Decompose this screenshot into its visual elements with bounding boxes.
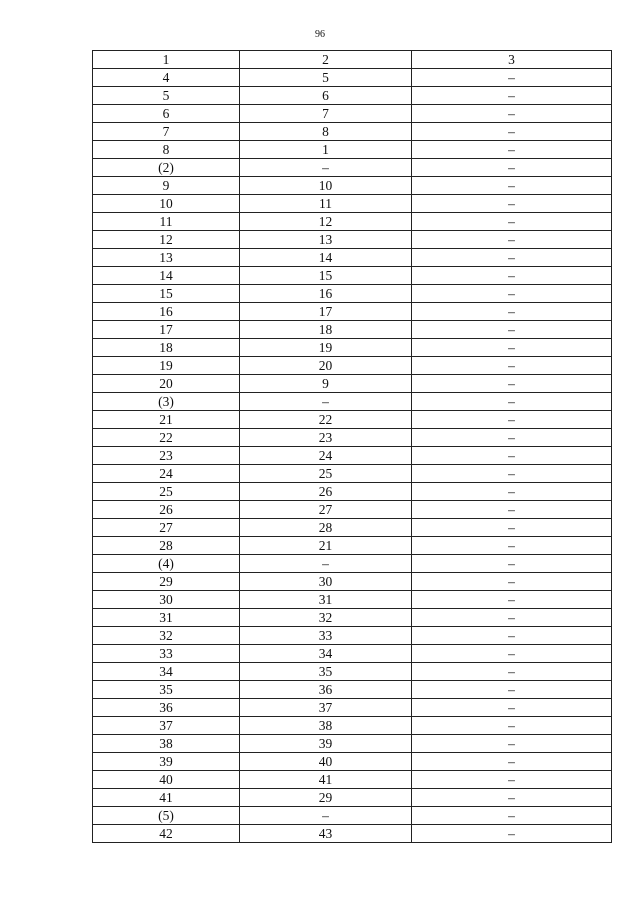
table-cell-col-1: 39: [93, 753, 240, 771]
table-cell-col-3: –: [412, 267, 612, 285]
table-cell-col-1: 12: [93, 231, 240, 249]
table-cell-col-3: –: [412, 249, 612, 267]
table-cell-col-2: 41: [240, 771, 412, 789]
table-cell-col-1: 15: [93, 285, 240, 303]
table-cell-col-1: 26: [93, 501, 240, 519]
table-row: [93, 483, 612, 501]
table-cell-col-2: 32: [240, 609, 412, 627]
table-row: [93, 447, 612, 465]
table-cell-col-1: 9: [93, 177, 240, 195]
table-cell-col-1: 18: [93, 339, 240, 357]
table-cell-col-3: –: [412, 393, 612, 411]
table-cell-col-2: 12: [240, 213, 412, 231]
table-cell-col-2: 21: [240, 537, 412, 555]
table-row: [93, 771, 612, 789]
table-row: [93, 393, 612, 411]
table-cell-col-1: 31: [93, 609, 240, 627]
table-row: [93, 609, 612, 627]
table-row: [93, 645, 612, 663]
table-row: [93, 69, 612, 87]
table-cell-col-3: –: [412, 483, 612, 501]
table-cell-col-3: –: [412, 177, 612, 195]
table-cell-col-3: –: [412, 591, 612, 609]
table-cell-col-3: –: [412, 123, 612, 141]
table-cell-col-1: 5: [93, 87, 240, 105]
table-cell-col-2: 7: [240, 105, 412, 123]
table-cell-col-1: 13: [93, 249, 240, 267]
table-cell-col-3: –: [412, 609, 612, 627]
table-row: [93, 285, 612, 303]
table-cell-col-1: 4: [93, 69, 240, 87]
table-cell-col-2: 10: [240, 177, 412, 195]
table-row: [93, 141, 612, 159]
table-cell-col-3: –: [412, 753, 612, 771]
table-cell-col-3: –: [412, 159, 612, 177]
table-cell-col-2: 33: [240, 627, 412, 645]
table-row: [93, 339, 612, 357]
column-header-1: 1: [93, 51, 240, 69]
table-row: [93, 627, 612, 645]
table-row: [93, 123, 612, 141]
table-cell-col-1: 25: [93, 483, 240, 501]
table-cell-col-1: 36: [93, 699, 240, 717]
table-cell-col-3: –: [412, 681, 612, 699]
table-cell-col-1: 16: [93, 303, 240, 321]
table-cell-col-2: 1: [240, 141, 412, 159]
table-cell-col-1: 27: [93, 519, 240, 537]
table-cell-col-2: 17: [240, 303, 412, 321]
data-table: [92, 50, 612, 843]
table-row: [93, 231, 612, 249]
table-cell-col-1: 38: [93, 735, 240, 753]
table-row: [93, 501, 612, 519]
table-cell-col-1: (3): [93, 393, 240, 411]
table-row: [93, 717, 612, 735]
table-cell-col-3: –: [412, 519, 612, 537]
table-cell-col-2: 15: [240, 267, 412, 285]
table-cell-col-2: 28: [240, 519, 412, 537]
table-cell-col-3: –: [412, 699, 612, 717]
table-cell-col-2: 36: [240, 681, 412, 699]
table-cell-col-3: –: [412, 825, 612, 843]
table-cell-col-1: 30: [93, 591, 240, 609]
table-row: [93, 375, 612, 393]
table-cell-col-2: 29: [240, 789, 412, 807]
table-cell-col-2: –: [240, 393, 412, 411]
table-cell-col-1: 10: [93, 195, 240, 213]
table-row: [93, 591, 612, 609]
table-cell-col-2: 37: [240, 699, 412, 717]
table-cell-col-1: 21: [93, 411, 240, 429]
table-cell-col-3: –: [412, 195, 612, 213]
table-cell-col-2: 6: [240, 87, 412, 105]
table-cell-col-2: 5: [240, 69, 412, 87]
table-cell-col-3: –: [412, 213, 612, 231]
table-cell-col-2: 24: [240, 447, 412, 465]
table-row: [93, 735, 612, 753]
table-row: [93, 519, 612, 537]
table-cell-col-2: 22: [240, 411, 412, 429]
table-cell-col-2: 39: [240, 735, 412, 753]
table-cell-col-2: 34: [240, 645, 412, 663]
table-row: [93, 195, 612, 213]
table-cell-col-3: –: [412, 141, 612, 159]
table-cell-col-2: 19: [240, 339, 412, 357]
table-cell-col-1: 14: [93, 267, 240, 285]
table-cell-col-1: 22: [93, 429, 240, 447]
table-cell-col-3: –: [412, 627, 612, 645]
table-cell-col-1: 35: [93, 681, 240, 699]
table-row: [93, 465, 612, 483]
table-cell-col-3: –: [412, 447, 612, 465]
table-cell-col-1: 8: [93, 141, 240, 159]
table-row: [93, 573, 612, 591]
table-cell-col-2: 23: [240, 429, 412, 447]
table-cell-col-1: (4): [93, 555, 240, 573]
table-cell-col-3: –: [412, 303, 612, 321]
table-cell-col-3: –: [412, 429, 612, 447]
table-row: [93, 753, 612, 771]
table-cell-col-3: –: [412, 501, 612, 519]
table-cell-col-3: –: [412, 573, 612, 591]
table-cell-col-2: 31: [240, 591, 412, 609]
table-cell-col-2: 43: [240, 825, 412, 843]
table-cell-col-1: 40: [93, 771, 240, 789]
table-cell-col-3: –: [412, 357, 612, 375]
table-cell-col-3: –: [412, 555, 612, 573]
table-row: [93, 555, 612, 573]
table-cell-col-2: 30: [240, 573, 412, 591]
table-cell-col-2: –: [240, 807, 412, 825]
table-cell-col-3: –: [412, 537, 612, 555]
table-cell-col-3: –: [412, 411, 612, 429]
table-cell-col-2: 38: [240, 717, 412, 735]
table-cell-col-2: 9: [240, 375, 412, 393]
table-cell-col-2: 40: [240, 753, 412, 771]
column-header-3: 3: [412, 51, 612, 69]
table-cell-col-1: 37: [93, 717, 240, 735]
table-row: [93, 303, 612, 321]
table-cell-col-1: 42: [93, 825, 240, 843]
table-cell-col-1: 41: [93, 789, 240, 807]
table-cell-col-1: 34: [93, 663, 240, 681]
table-cell-col-2: 27: [240, 501, 412, 519]
table-row: [93, 249, 612, 267]
table-cell-col-3: –: [412, 87, 612, 105]
table-cell-col-1: 32: [93, 627, 240, 645]
table-cell-col-3: –: [412, 663, 612, 681]
table-cell-col-3: –: [412, 717, 612, 735]
table-cell-col-3: –: [412, 375, 612, 393]
table-row: [93, 663, 612, 681]
table-cell-col-2: 11: [240, 195, 412, 213]
table-cell-col-2: 13: [240, 231, 412, 249]
table-row: [93, 411, 612, 429]
table-cell-col-2: 20: [240, 357, 412, 375]
table-cell-col-1: 29: [93, 573, 240, 591]
table-row: [93, 681, 612, 699]
column-header-2: 2: [240, 51, 412, 69]
table-cell-col-1: 23: [93, 447, 240, 465]
table-row: [93, 789, 612, 807]
table-cell-col-1: (5): [93, 807, 240, 825]
table-cell-col-1: 11: [93, 213, 240, 231]
table-cell-col-1: 33: [93, 645, 240, 663]
table-row: [93, 159, 612, 177]
table-cell-col-3: –: [412, 321, 612, 339]
table-row: [93, 699, 612, 717]
table-cell-col-1: 19: [93, 357, 240, 375]
table-row: [93, 429, 612, 447]
table-cell-col-3: –: [412, 735, 612, 753]
table-cell-col-1: 24: [93, 465, 240, 483]
table-cell-col-1: 28: [93, 537, 240, 555]
table-cell-col-3: –: [412, 789, 612, 807]
table-cell-col-2: 25: [240, 465, 412, 483]
table-row: [93, 267, 612, 285]
table-header-row: [93, 51, 612, 69]
table-cell-col-1: 6: [93, 105, 240, 123]
table-cell-col-3: –: [412, 807, 612, 825]
table-cell-col-1: 20: [93, 375, 240, 393]
table-cell-col-3: –: [412, 231, 612, 249]
table-row: [93, 177, 612, 195]
table-cell-col-3: –: [412, 465, 612, 483]
table-cell-col-2: –: [240, 555, 412, 573]
table-row: [93, 87, 612, 105]
table-row: [93, 321, 612, 339]
table-cell-col-1: 7: [93, 123, 240, 141]
table-cell-col-3: –: [412, 69, 612, 87]
page-number: 96: [315, 29, 325, 40]
table-cell-col-3: –: [412, 105, 612, 123]
table-cell-col-2: –: [240, 159, 412, 177]
table-row: [93, 825, 612, 843]
table-cell-col-3: –: [412, 339, 612, 357]
table-row: [93, 537, 612, 555]
table-cell-col-2: 18: [240, 321, 412, 339]
table-row: [93, 807, 612, 825]
table-cell-col-1: (2): [93, 159, 240, 177]
table-cell-col-1: 17: [93, 321, 240, 339]
table-cell-col-2: 35: [240, 663, 412, 681]
table-cell-col-2: 14: [240, 249, 412, 267]
table-cell-col-2: 16: [240, 285, 412, 303]
table-row: [93, 213, 612, 231]
table-row: [93, 357, 612, 375]
table-row: [93, 105, 612, 123]
table-cell-col-3: –: [412, 645, 612, 663]
table-cell-col-2: 26: [240, 483, 412, 501]
table-cell-col-2: 8: [240, 123, 412, 141]
table-cell-col-3: –: [412, 771, 612, 789]
table-body: [93, 51, 612, 843]
table-cell-col-3: –: [412, 285, 612, 303]
